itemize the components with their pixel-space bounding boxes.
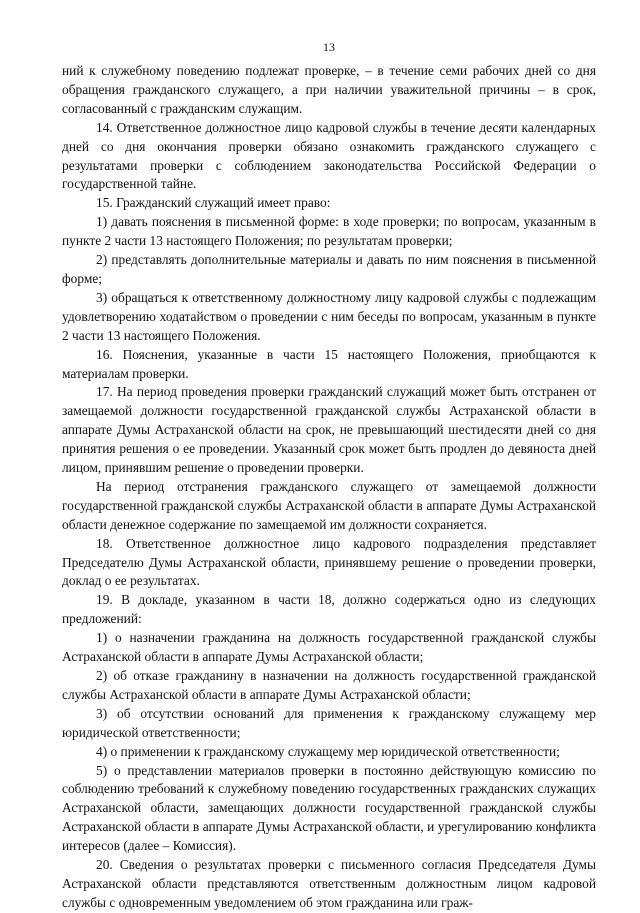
document-body	[62, 62, 596, 913]
paragraph: 5) о представлении материалов проверки в постоянно действующую комиссию по соблюдению требований к служебному поведению государственных гражданских служащих Астраханской области, замещающих должности государственной гражданской службы Астраханской области в аппарате Думы Астраханской области, и урегулированию конфликта интересов (далее – Комиссия).	[62, 762, 596, 854]
paragraph: 4) о применении к гражданскому служащему мер юридической ответственности;	[96, 743, 560, 759]
paragraph: 2) представлять дополнительные материалы и давать по ним пояснения в письменной форме;	[62, 252, 596, 286]
paragraph: 17. На период проведения проверки гражданский служащий может быть отстранен от замещаемой должности государственной гражданской службы Астраханской области в аппарате Думы Астраханской области на срок, не превышающий шестидесяти дней со дня принятия решения о ее проведении. Указанный срок может быть продлен до девяноста дней лицом, принявшим решение о проведении проверки.	[62, 384, 596, 476]
paragraph: 18. Ответственное должностное лицо кадрового подразделения представляет Председателю Думы Астраханской области, принявшему решение о проведении проверки, доклад о ее результатах.	[62, 535, 596, 589]
page-number: 13	[323, 40, 335, 54]
paragraph: 2) об отказе гражданину в назначении на должность государственной гражданской службы Астраханской области в аппарате Думы Астраханской области;	[62, 668, 596, 702]
paragraph: 16. Пояснения, указанные в части 15 настоящего Положения, приобщаются к материалам проверки.	[62, 346, 596, 381]
paragraph: 14. Ответственное должностное лицо кадровой службы в течение десяти календарных дней со дня окончания проверки обязано ознакомить гражданского служащего с результатами проверки с соблюдением законодательства Российской Федерации о государственной тайне.	[62, 119, 596, 192]
paragraph: 19. В докладе, указанном в части 18, должно содержаться одно из следующих предложений:	[62, 592, 596, 627]
paragraph: 15. Гражданский служащий имеет право:	[96, 195, 331, 211]
paragraph: 3) обращаться к ответственному должностному лицу кадровой службы с подлежащим удовлетворению ходатайством о проведении с ним беседы по вопросам, указанным в пункте 2 части 13 настоящего Положения.	[62, 289, 596, 343]
paragraph: ний к служебному поведению подлежат проверке, – в течение семи рабочих дней со дня обращения гражданского служащего, а при наличии уважительной причины – в срок, согласованный с гражданским служащим.	[62, 63, 596, 116]
paragraph: 3) об отсутствии оснований для применения к гражданскому служащему мер юридической ответственности;	[62, 705, 596, 740]
paragraph: 1) давать пояснения в письменной форме: в ходе проверки; по вопросам, указанным в пункте 2 части 13 настоящего Положения; по результатам проверки;	[62, 214, 596, 249]
paragraph: 20. Сведения о результатах проверки с письменного согласия Председателя Думы Астраханской области представляются ответственным должностным лицом кадровой службы с одновременным уведомлением об этом гражданина или граж-	[62, 857, 596, 910]
paragraph: 1) о назначении гражданина на должность государственной гражданской службы Астраханской области в аппарате Думы Астраханской области;	[62, 630, 596, 665]
paragraph: На период отстранения гражданского служащего от замещаемой должности государственной гражданской службы Астраханской области в аппарате Думы Астраханской области денежное содержание по замещаемой им должности сохраняется.	[62, 478, 596, 532]
